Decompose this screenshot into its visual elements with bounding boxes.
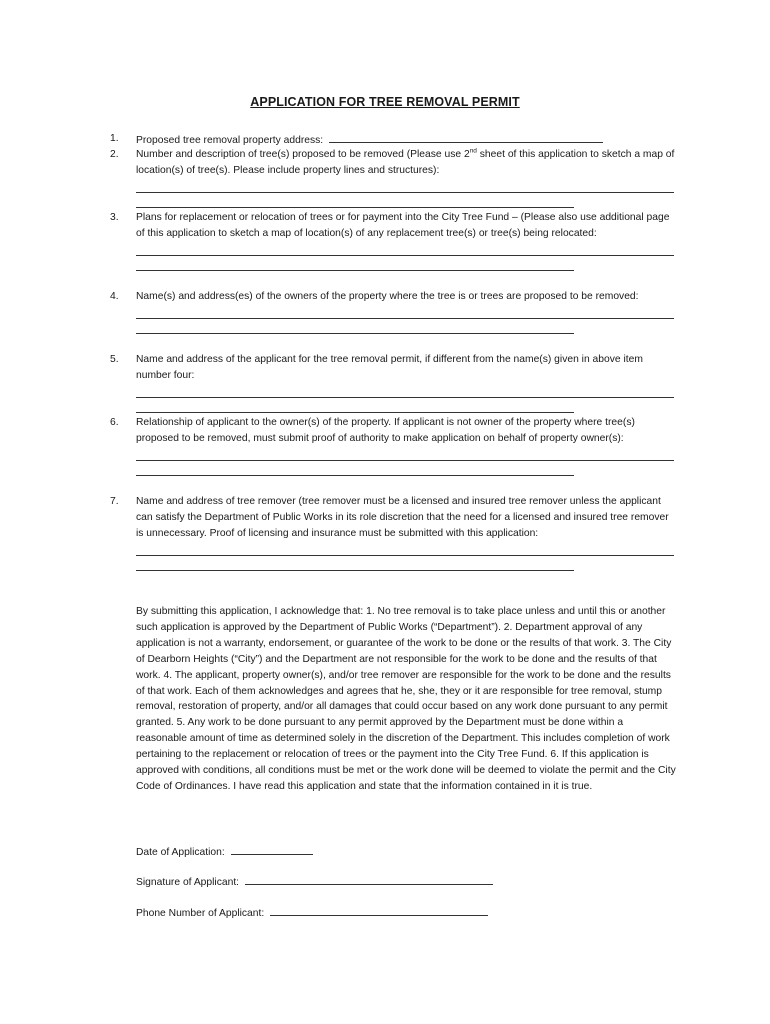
- answer-line[interactable]: [136, 397, 674, 398]
- answer-line[interactable]: [136, 570, 574, 571]
- item-number: 6.: [110, 417, 119, 428]
- answer-line[interactable]: [136, 412, 574, 413]
- date-label: Date of Application:: [136, 847, 225, 858]
- item-number: 1.: [110, 133, 119, 144]
- answer-line[interactable]: [136, 318, 674, 319]
- answer-line[interactable]: [136, 192, 674, 193]
- answer-line[interactable]: [136, 555, 674, 556]
- acknowledgement-paragraph: By submitting this application, I acknowledge that: 1. No tree removal is to take place unless and until this or another such application is approved by the Department of Public Works (“Department”). 2. Department approval of any application is not a warranty, endorsement, or guarantee of the work to be done or the results of that work. 3. The City of Dearborn Heights (“City”) and the Department are not responsible for the work to be done and the results of that work. 4. The applicant, property owner(s), and/or tree remover are responsible for the work to be done and the results of that work. Each of them acknowledges and agrees that he, she, they or it are responsible for tree removal, stump removal, restoration of property, and/or all damages that could occur based on any work done pursuant to any permit granted. 5. Any work to be done pursuant to any permit approved by the Department must be done within a reasonable amount of time as determined solely in the discretion of the Department. This includes completion of work pertaining to the replacement or relocation of trees or the payment into the City Tree Fund. 6. If this application is approved with conditions, all conditions must be met or the work done will be deemed to violate the permit and the City Code of Ordinances. I have read this application and state that the information contained in it is true.: [136, 606, 676, 792]
- signature-input-line[interactable]: [245, 873, 493, 885]
- item-number: 4.: [110, 291, 119, 302]
- answer-line[interactable]: [136, 475, 574, 476]
- answer-line[interactable]: [136, 333, 574, 334]
- item-text: Plans for replacement or relocation of trees or for payment into the City Tree Fund – (Please also use additional page of this application to sketch a map of location(s) of any replacement tree(s) or tree(s) being relocated:: [136, 212, 670, 239]
- item-text: Name and address of the applicant for the tree removal permit, if different from the name(s) given in above item number four:: [136, 354, 643, 381]
- item-text: Proposed tree removal property address:: [136, 135, 324, 146]
- phone-input-line[interactable]: [270, 904, 488, 916]
- item-text: Name(s) and address(es) of the owners of the property where the tree is or trees are proposed to be removed:: [136, 291, 639, 302]
- item-text: Name and address of tree remover (tree remover must be a licensed and insured tree remover unless the applicant can satisfy the Department of Public Works in its role discretion that the need for a licensed and insured tree remover is unnecessary. Proof of licensing and insurance must be submitted with this application:: [136, 496, 669, 539]
- item-text: Number and description of tree(s) proposed to be removed (Please use 2nd sheet of this application to sketch a map of location(s) of tree(s). Please include property lines and structures):: [136, 147, 675, 176]
- signature-label: Signature of Applicant:: [136, 877, 240, 888]
- answer-line[interactable]: [136, 270, 574, 271]
- item-number: 5.: [110, 354, 119, 365]
- phone-label: Phone Number of Applicant:: [136, 908, 265, 919]
- date-field: [136, 843, 313, 861]
- item-text: Relationship of applicant to the owner(s) of the property. If applicant is not owner of the property where tree(s) proposed to be removed, must submit proof of authority to make application on behalf of property owner(s):: [136, 417, 635, 444]
- item-number: 3.: [110, 212, 119, 223]
- answer-line[interactable]: [136, 460, 674, 461]
- answer-line[interactable]: [136, 207, 574, 208]
- signature-field: [136, 873, 493, 891]
- phone-field: [136, 904, 488, 922]
- answer-line[interactable]: [136, 255, 674, 256]
- item-number: 7.: [110, 496, 119, 507]
- document-title: APPLICATION FOR TREE REMOVAL PERMIT: [250, 95, 520, 109]
- item-number: 2.: [110, 149, 119, 160]
- address-input-line[interactable]: [329, 131, 603, 143]
- date-input-line[interactable]: [231, 843, 313, 855]
